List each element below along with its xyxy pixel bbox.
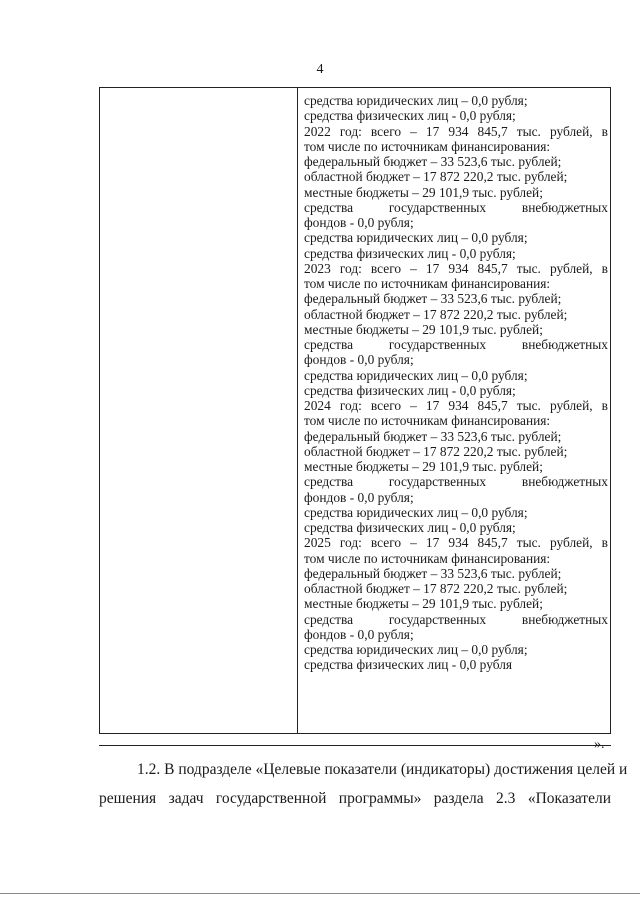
table-line: областной бюджет – 17 872 220,2 тыс. рублей;	[304, 306, 568, 322]
table-line: фондов - 0,0 рубля;	[304, 626, 414, 642]
table-line: средства юридических лиц – 0,0 рубля;	[304, 504, 528, 520]
table-line: том числе по источникам финансирования:	[304, 138, 551, 154]
table-line: том числе по источникам финансирования:	[304, 276, 551, 291]
table-line: местные бюджеты – 29 101,9 тыс. рублей;	[304, 459, 543, 474]
table-line: средства юридических лиц – 0,0 рубля;	[304, 230, 528, 246]
table-right-cell	[304, 93, 608, 673]
paragraph-line-1: 1.2. В подразделе «Целевые показатели (индикаторы) достижения целей и	[137, 761, 628, 778]
table-line: федеральный бюджет – 33 523,6 тыс. рублей;	[304, 428, 562, 444]
table-line: местные бюджеты – 29 101,9 тыс. рублей;	[304, 321, 543, 337]
table-line: средства государственных внебюджетных	[304, 199, 608, 215]
table-line: средства юридических лиц – 0,0 рубля;	[304, 93, 528, 108]
table-bottom-rule	[99, 745, 611, 746]
table-line: средства государственных внебюджетных	[304, 611, 608, 627]
table-line: местные бюджеты – 29 101,9 тыс. рублей;	[304, 596, 543, 612]
financing-table	[99, 87, 611, 734]
table-line: средства юридических лиц – 0,0 рубля;	[304, 642, 528, 657]
table-line: средства физических лиц - 0,0 рубля;	[304, 382, 516, 398]
table-line: местные бюджеты – 29 101,9 тыс. рублей;	[304, 184, 543, 200]
table-line: средства государственных внебюджетных	[304, 337, 608, 352]
table-line: областной бюджет – 17 872 220,2 тыс. рублей;	[304, 581, 568, 596]
table-line: 2024 год: всего – 17 934 845,7 тыс. рублей, в	[304, 398, 608, 413]
table-line: средства физических лиц - 0,0 рубля;	[304, 108, 516, 124]
table-line: средства государственных внебюджетных	[304, 474, 608, 490]
table-line: том числе по источникам финансирования:	[304, 550, 551, 566]
table-line: 2022 год: всего – 17 934 845,7 тыс. рублей, в	[304, 123, 608, 139]
table-line: фондов - 0,0 рубля;	[304, 215, 414, 230]
table-left-cell	[100, 88, 298, 733]
table-line: средства физических лиц - 0,0 рубля;	[304, 520, 516, 535]
table-line: 2023 год: всего – 17 934 845,7 тыс. рублей, в	[304, 260, 608, 276]
paragraph-line-2: решения задач государственной программы» раздела 2.3 «Показатели	[99, 790, 611, 807]
table-line: средства физических лиц - 0,0 рубля	[304, 657, 513, 673]
table-line: федеральный бюджет – 33 523,6 тыс. рублей;	[304, 291, 562, 307]
table-line: том числе по источникам финансирования:	[304, 413, 551, 429]
footer-rule	[0, 893, 640, 894]
table-line: федеральный бюджет – 33 523,6 тыс. рублей;	[304, 154, 562, 169]
table-line: средства юридических лиц – 0,0 рубля;	[304, 367, 528, 383]
table-line: фондов - 0,0 рубля;	[304, 352, 414, 368]
page-number: 4	[316, 62, 324, 77]
table-line: средства физических лиц - 0,0 рубля;	[304, 245, 516, 261]
closing-quote: ».	[594, 737, 605, 752]
table-line: фондов - 0,0 рубля;	[304, 489, 414, 505]
table-line: областной бюджет – 17 872 220,2 тыс. рублей;	[304, 169, 568, 185]
table-line: 2025 год: всего – 17 934 845,7 тыс. рублей, в	[304, 535, 608, 551]
table-line: областной бюджет – 17 872 220,2 тыс. рублей;	[304, 443, 568, 459]
table-line: федеральный бюджет – 33 523,6 тыс. рублей;	[304, 565, 562, 581]
